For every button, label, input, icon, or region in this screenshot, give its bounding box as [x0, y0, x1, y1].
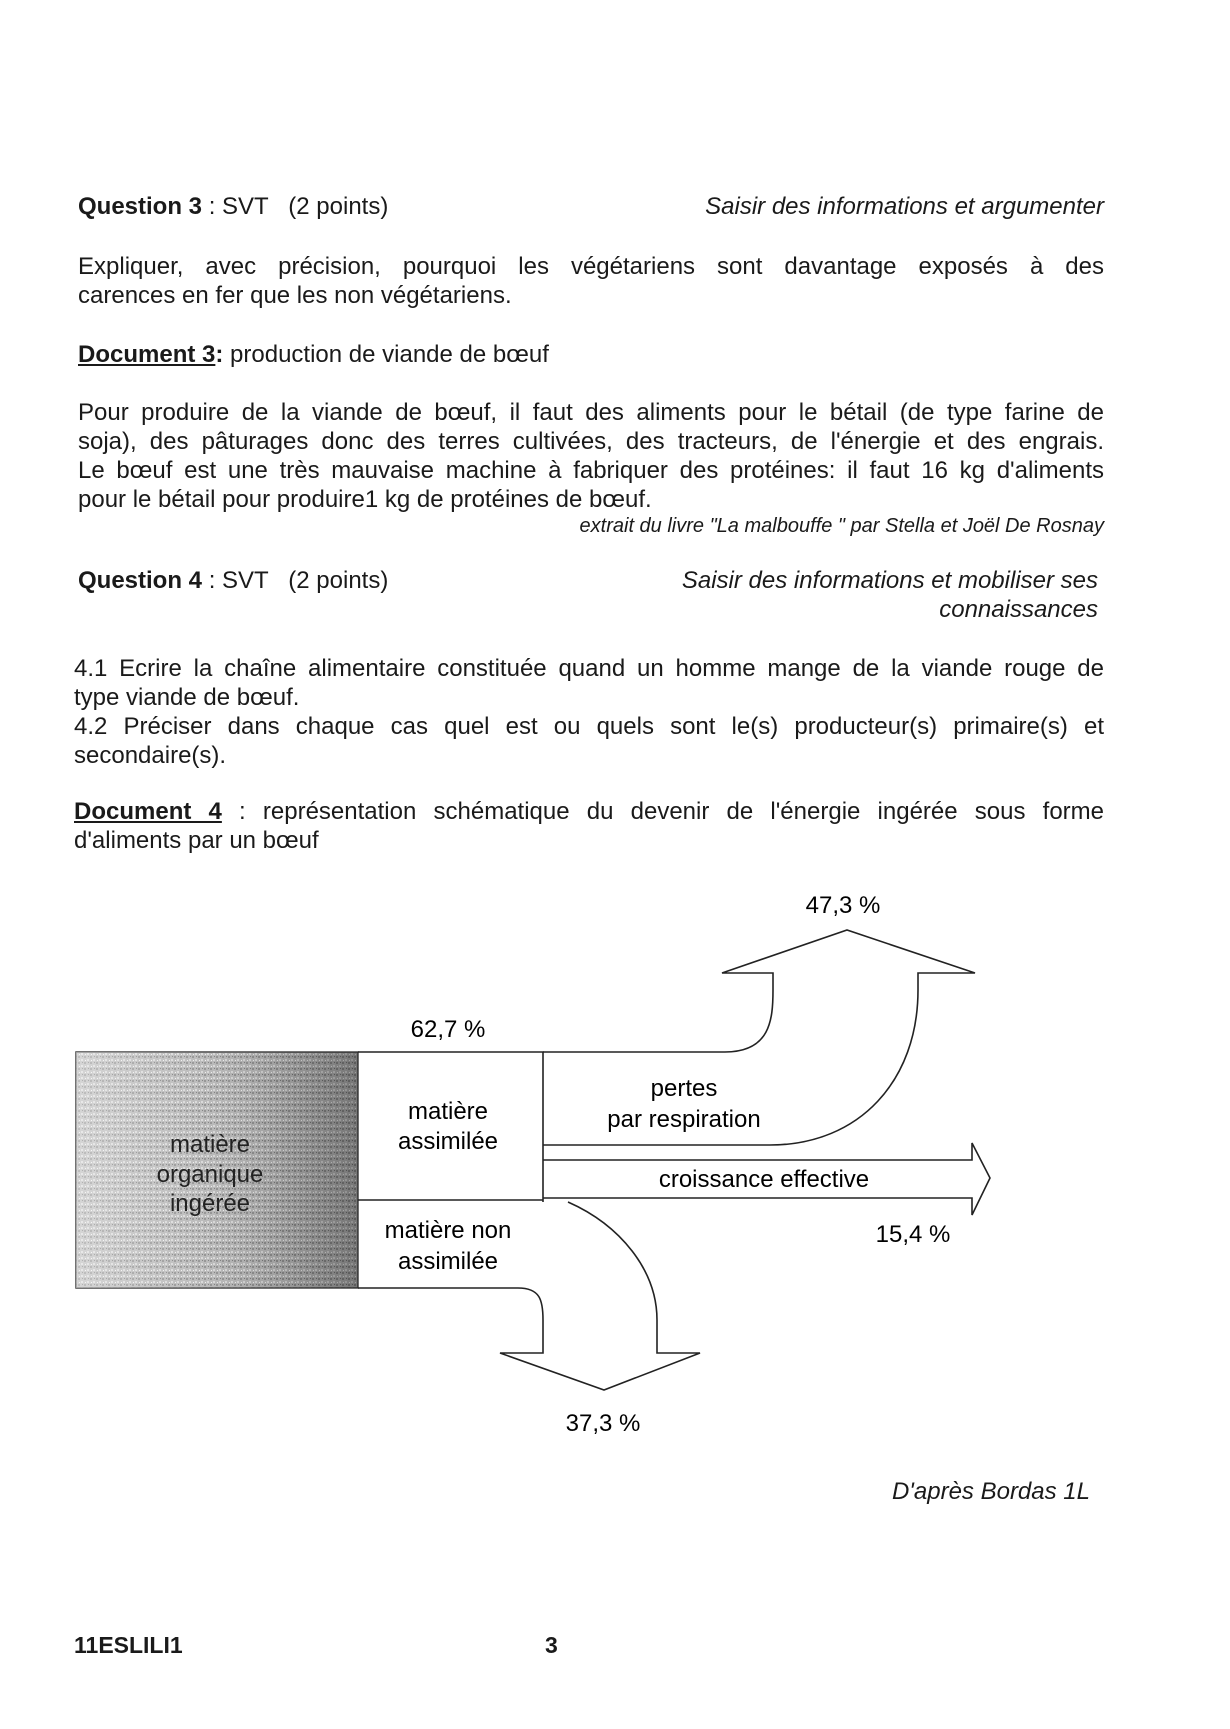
question-4-skill-line: Saisir des informations et mobiliser ses	[681, 567, 1098, 594]
respiration-label-line: par respiration	[607, 1106, 761, 1133]
question-4-label: Question 4	[78, 567, 203, 594]
assimilated-box-outline	[358, 1052, 543, 1202]
respiration-label-line: pertes	[650, 1075, 718, 1102]
question-4-line: secondaire(s).	[74, 742, 227, 769]
question-4-skill-line: connaissances	[939, 596, 1098, 623]
assimilated-label-line: matière	[407, 1098, 489, 1125]
pct-assimilated: 62,7 %	[410, 1016, 486, 1043]
question-3-label: Question 3	[78, 193, 203, 220]
question-4-line: type viande de bœuf.	[74, 684, 300, 711]
ingested-label-line: ingérée	[169, 1190, 251, 1217]
non-assimilated-label-line: assimilée	[397, 1248, 499, 1275]
document-4-source: D'après Bordas 1L	[891, 1478, 1090, 1505]
document-3-colon: :	[215, 341, 224, 368]
question-3-line: carences en fer que les non végétariens.	[78, 282, 512, 309]
growth-label: croissance effective	[658, 1166, 870, 1193]
pct-respiration: 47,3 %	[805, 892, 881, 919]
non-assimilated-label-line: matière non	[384, 1217, 512, 1244]
ingested-label-line: matière	[169, 1131, 251, 1158]
document-4-label: Document 4	[74, 798, 222, 825]
document-3-line: Le bœuf est une très mauvaise machine à fabriquer des protéines: il faut 16 kg d'aliments	[78, 457, 1104, 484]
document-4-title-line2: d'aliments par un bœuf	[74, 827, 319, 854]
page-number: 3	[545, 1632, 558, 1658]
pct-growth: 15,4 %	[875, 1221, 951, 1248]
non-assimilated-arrow	[500, 1202, 700, 1390]
ingested-matter-block	[76, 1052, 358, 1288]
document-4-title: : représentation schématique du devenir de l'énergie ingérée sous forme	[221, 798, 1105, 825]
document-3-label: Document 3	[78, 341, 216, 368]
document-3-line: soja), des pâturages donc des terres cultivées, des tracteurs, de l'énergie et des engrais.	[78, 428, 1104, 455]
question-4-line: 4.1 Ecrire la chaîne alimentaire constituée quand un homme mange de la viande rouge de	[74, 655, 1104, 682]
question-3-line: Expliquer, avec précision, pourquoi les végétariens sont davantage exposés à des	[78, 253, 1104, 280]
document-3-title: production de viande de bœuf	[223, 341, 549, 368]
document-3-line: Pour produire de la viande de bœuf, il faut des aliments pour le bétail (de type farine de	[78, 399, 1104, 426]
document-3-source: extrait du livre "La malbouffe " par Stella et Joël De Rosnay	[579, 515, 1104, 537]
question-3-skill: Saisir des informations et argumenter	[705, 193, 1104, 220]
assimilated-label-line: assimilée	[397, 1128, 499, 1155]
question-4-line: 4.2 Préciser dans chaque cas quel est ou quels sont le(s) producteur(s) primaire(s) et	[74, 713, 1104, 740]
ingested-label-line: organique	[156, 1161, 264, 1188]
pct-not-assimilated: 37,3 %	[565, 1410, 641, 1437]
footer-code: 11ESLILI1	[74, 1632, 183, 1658]
question-3-meta: : SVT (2 points)	[202, 193, 389, 220]
document-3-line: pour le bétail pour produire1 kg de protéines de bœuf.	[78, 486, 652, 513]
question-4-meta: : SVT (2 points)	[202, 567, 389, 594]
